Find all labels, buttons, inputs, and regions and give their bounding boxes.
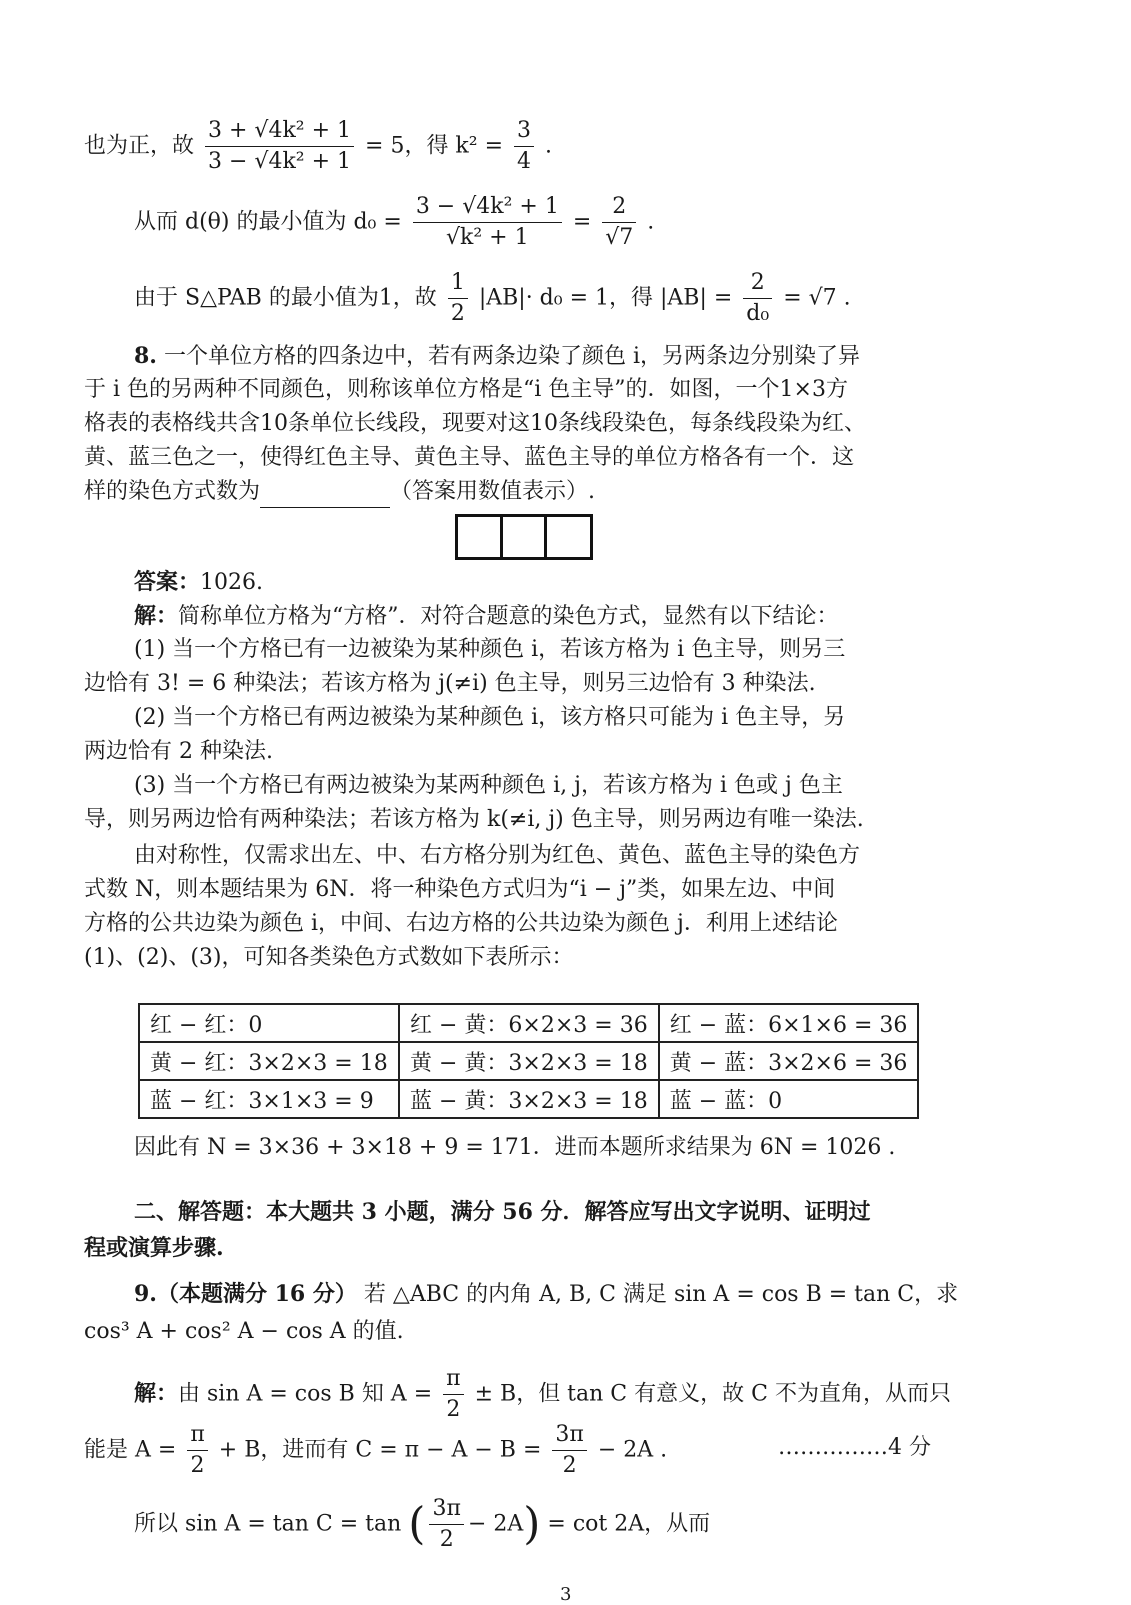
grid-divider — [544, 517, 547, 557]
solution-label: 解： — [134, 1380, 179, 1407]
problem8-line3: 格表的表格线共含10条单位长线段，现要对这10条线段染色，每条线段染为红、 — [84, 411, 866, 436]
grid-divider — [500, 517, 503, 557]
table-cell: 黄 − 黄：3×2×3 = 18 — [399, 1042, 659, 1080]
numerator: 2 — [743, 268, 772, 299]
text: 能是 A = — [84, 1437, 177, 1463]
formula-k-squared — [84, 116, 552, 177]
answer-label: 答案： — [134, 569, 201, 595]
formula-dmin — [134, 192, 654, 253]
conclusion-1a: (1) 当一个方格已有一边被染为某种颜色 i，若该方格为 i 色主导，则另三 — [134, 637, 846, 662]
text: = 5，得 k² = — [365, 133, 504, 159]
symmetry-line3: 方格的公共边染为颜色 i，中间、右边方格的公共边染为颜色 j．利用上述结论 — [84, 911, 838, 936]
fraction — [448, 268, 468, 329]
table-cell: 红 − 红：0 — [139, 1004, 399, 1042]
conclusion-result: 因此有 N = 3×36 + 3×18 + 9 = 171．进而本题所求结果为 6N = 1026 . — [134, 1135, 896, 1160]
table-cell: 蓝 − 红：3×1×3 = 9 — [139, 1080, 399, 1118]
conclusion-3b: 导，则另两边恰有两种染法；若该方格为 k(≠i, j) 色主导，则另两边有唯一染法. — [84, 807, 864, 832]
problem-number: 8. — [134, 343, 157, 369]
text: + B，进而有 C = π − A − B = — [218, 1437, 542, 1463]
denominator: 2 — [190, 1453, 205, 1478]
numerator: 3 + √4k² + 1 — [205, 116, 354, 147]
fraction — [205, 116, 354, 177]
conclusion-2b: 两边恰有 2 种染法. — [84, 739, 273, 764]
table-cell: 红 − 蓝：6×1×6 = 36 — [659, 1004, 919, 1042]
denominator: √k² + 1 — [446, 225, 529, 250]
table-cell: 红 − 黄：6×2×3 = 36 — [399, 1004, 659, 1042]
text: 一个单位方格的四条边中，若有两条边染了颜色 i，另两条边分别染了异 — [163, 344, 861, 369]
table-cell: 黄 − 红：3×2×3 = 18 — [139, 1042, 399, 1080]
denominator: 2 — [446, 1397, 461, 1422]
numerator: 3 — [514, 116, 534, 147]
solution9-line2 — [84, 1420, 667, 1481]
problem-number: 9.（本题满分 16 分） — [134, 1281, 357, 1307]
conclusion-2a: (2) 当一个方格已有两边被染为某种颜色 i，该方格只可能为 i 色主导，另 — [134, 705, 846, 730]
table-cell: 黄 − 蓝：3×2×6 = 36 — [659, 1042, 919, 1080]
table-row — [139, 1080, 918, 1118]
fraction — [602, 192, 636, 253]
page-number: 3 — [560, 1584, 572, 1605]
text: = √7 . — [783, 285, 851, 311]
fraction — [552, 1420, 586, 1481]
text: ± B，但 tan C 有意义，故 C 不为直角，从而只 — [474, 1381, 951, 1407]
numerator: π — [443, 1364, 463, 1395]
section2-heading-line2: 程或演算步骤. — [84, 1235, 224, 1261]
text: 也为正，故 — [84, 133, 195, 159]
text: 所以 sin A = tan C = tan — [134, 1511, 402, 1537]
answer-value: 1026. — [200, 570, 263, 595]
score-marker: ……………4 分 — [778, 1435, 931, 1460]
text: 从而 d(θ) 的最小值为 d₀ = — [134, 209, 402, 235]
table-cell: 蓝 − 蓝：0 — [659, 1080, 919, 1118]
denominator: 2 — [450, 301, 465, 326]
problem8-line1 — [134, 340, 860, 373]
solution-intro — [134, 600, 839, 633]
fraction — [429, 1494, 463, 1555]
text: 若 △ABC 的内角 A, B, C 满足 sin A = cos B = tan C，求 — [363, 1282, 959, 1307]
color-count-table — [138, 1003, 919, 1119]
symmetry-line1: 由对称性，仅需求出左、中、右方格分别为红色、黄色、蓝色主导的染色方 — [134, 843, 861, 868]
text: |AB|· d₀ = 1，得 |AB| = — [478, 285, 733, 311]
formula-area — [134, 268, 851, 329]
numerator: 3π — [429, 1494, 463, 1525]
numerator: 3π — [552, 1420, 586, 1451]
section2-heading-line1: 二、解答题：本大题共 3 小题，满分 56 分．解答应写出文字说明、证明过 — [134, 1199, 871, 1225]
text: 简称单位方格为“方格”．对符合题意的染色方式，显然有以下结论： — [178, 604, 839, 629]
numerator: π — [187, 1420, 207, 1451]
table-cell: 蓝 − 黄：3×2×3 = 18 — [399, 1080, 659, 1118]
answer-blank — [260, 483, 390, 508]
denominator: 4 — [517, 149, 532, 174]
fraction — [187, 1420, 207, 1481]
fraction — [443, 1364, 463, 1425]
text: . — [545, 133, 553, 159]
denominator: 2 — [562, 1453, 577, 1478]
conclusion-1b: 边恰有 3! = 6 种染法；若该方格为 j(≠i) 色主导，则另三边恰有 3 种染法. — [84, 671, 816, 696]
denominator: d₀ — [746, 301, 770, 326]
text: − 2A — [467, 1511, 524, 1537]
problem8-line2: 于 i 色的另两种不同颜色，则称该单位方格是“i 色主导”的．如图，一个1×3方 — [84, 377, 848, 402]
solution9-line3 — [134, 1494, 710, 1555]
denominator: 2 — [439, 1527, 454, 1552]
text: 由于 S△PAB 的最小值为1，故 — [134, 285, 437, 311]
symmetry-line4: (1)、(2)、(3)，可知各类染色方式数如下表所示： — [84, 945, 574, 970]
numerator: 3 − √4k² + 1 — [413, 192, 562, 223]
problem9-line2: cos³ A + cos² A − cos A 的值. — [84, 1319, 404, 1344]
table-row — [139, 1042, 918, 1080]
table-row — [139, 1004, 918, 1042]
text: 由 sin A = cos B 知 A = — [178, 1381, 433, 1407]
text: （答案用数值表示）. — [390, 479, 596, 504]
fraction — [514, 116, 534, 177]
left-paren: ( — [408, 1498, 426, 1550]
numerator: 2 — [602, 192, 636, 223]
problem9-line1 — [134, 1278, 958, 1311]
symmetry-line2: 式数 N，则本题结果为 6N．将一种染色方式归为“i − j”类，如果左边、中间 — [84, 877, 836, 902]
numerator: 1 — [448, 268, 468, 299]
denominator: 3 − √4k² + 1 — [208, 149, 352, 174]
solution9-line1 — [134, 1364, 951, 1425]
fraction — [413, 192, 562, 253]
conclusion-3a: (3) 当一个方格已有两边被染为某两种颜色 i, j，若该方格为 i 色或 j 色主 — [134, 773, 843, 798]
problem8-line5 — [84, 476, 595, 508]
fraction — [743, 268, 772, 329]
grid-1x3-figure — [455, 514, 593, 560]
denominator: √7 — [605, 225, 634, 250]
answer-line — [134, 566, 263, 599]
right-paren: ) — [523, 1498, 541, 1550]
solution-label: 解： — [134, 603, 179, 629]
text: 样的染色方式数为 — [84, 479, 261, 504]
text: − 2A . — [597, 1437, 668, 1463]
text: . — [647, 209, 655, 235]
problem8-line4: 黄、蓝三色之一，使得红色主导、黄色主导、蓝色主导的单位方格各有一个．这 — [84, 445, 855, 470]
text: = cot 2A，从而 — [547, 1511, 711, 1537]
text: = — [572, 209, 592, 235]
